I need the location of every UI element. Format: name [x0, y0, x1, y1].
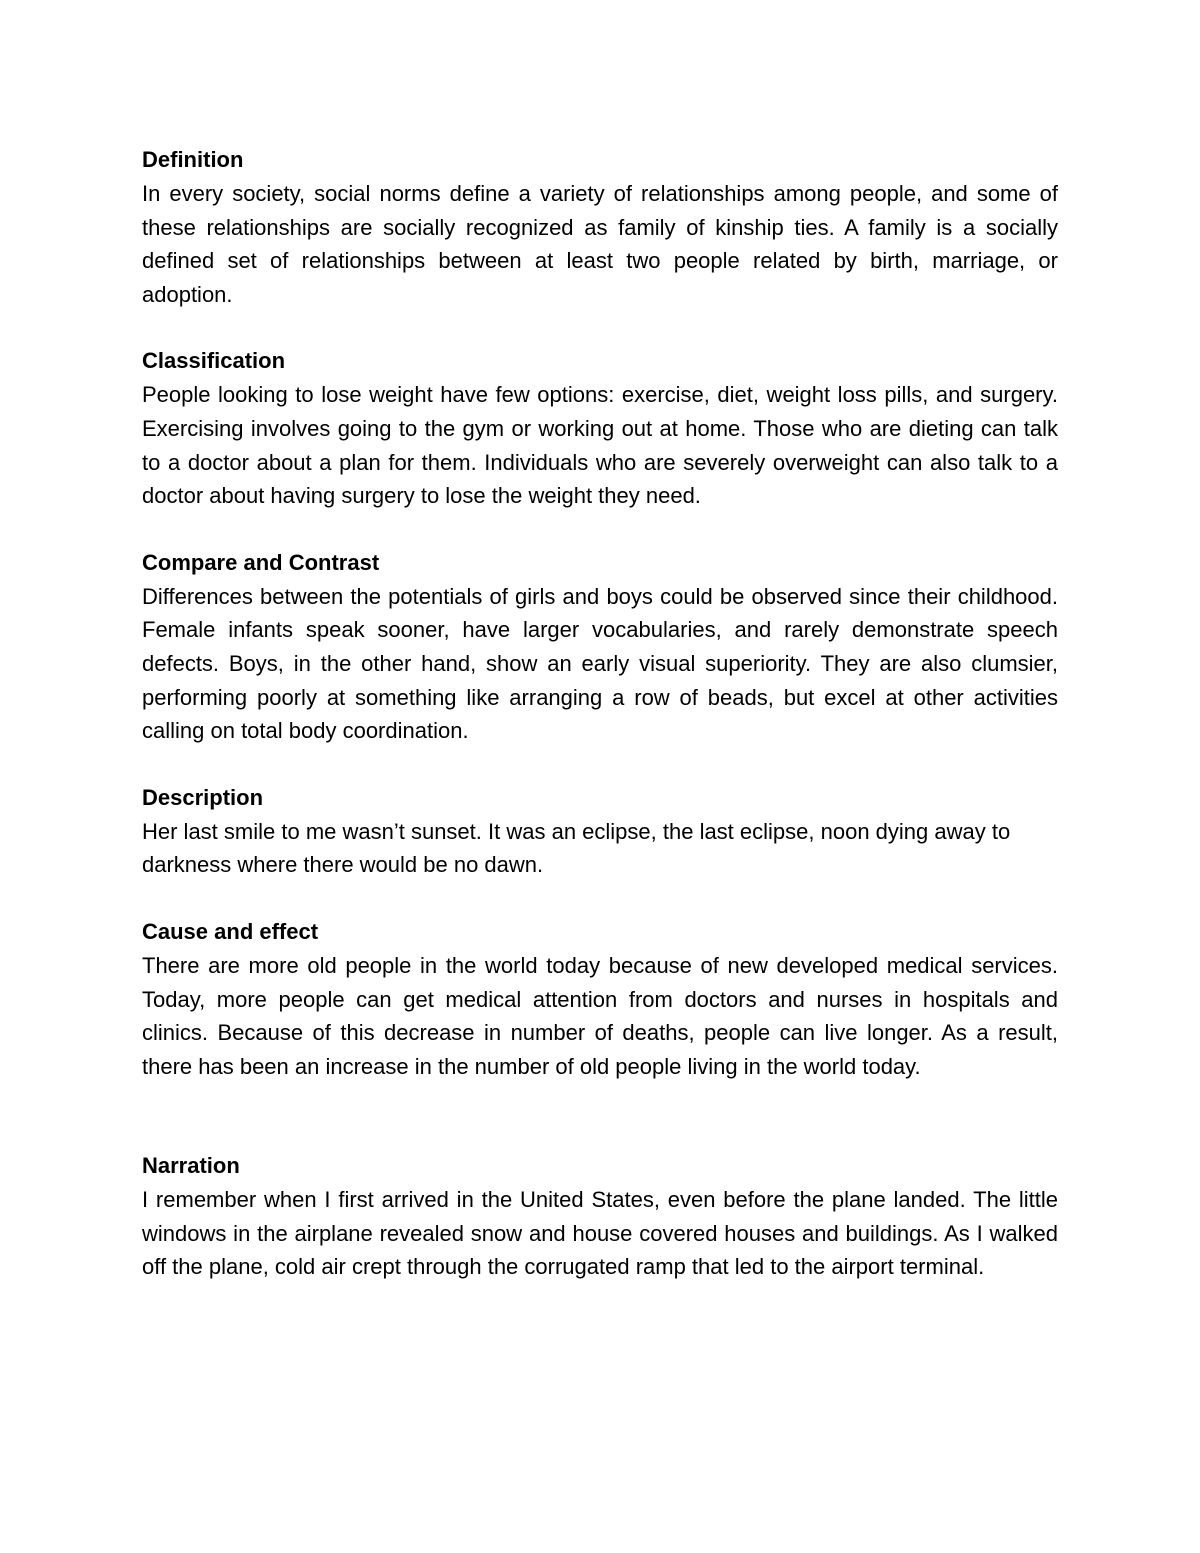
section-classification: [142, 344, 1058, 512]
section-paragraph: There are more old people in the world today because of new developed medical services. Today, more people can get medical attention from doctors and nurses in hospitals and clinics. Because of this decrease in number of deaths, people can live longer. As a result, there has been an increase in the number of old people living in the world today.: [142, 952, 1058, 1079]
section-narration: [142, 1149, 1058, 1284]
section-heading: Description: [142, 784, 264, 810]
section-heading: Classification: [142, 348, 286, 374]
section-heading: Narration: [142, 1153, 240, 1179]
section-paragraph: I remember when I first arrived in the United States, even before the plane landed. The little windows in the airplane revealed snow and house covered houses and buildings. As I walked off the plane, cold air crept through the corrugated ramp that led to the airport terminal.: [142, 1187, 1058, 1280]
section-compare-contrast: [142, 546, 1058, 748]
section-cause-effect: [142, 915, 1058, 1083]
section-paragraph: People looking to lose weight have few options: exercise, diet, weight loss pills, and surgery. Exercising involves going to the gym or working out at home. Those who are dieting can talk to a doctor about a plan for them. Individuals who are severely overweight can also talk to a doctor about having surgery to lose the weight they need.: [142, 382, 1058, 509]
section-heading: Compare and Contrast: [142, 549, 380, 575]
section-description: [142, 781, 1058, 882]
section-heading: Cause and effect: [142, 918, 319, 944]
section-paragraph: Her last smile to me wasn’t sunset. It was an eclipse, the last eclipse, noon dying away to darkness where there would be no dawn.: [142, 818, 1011, 878]
section-paragraph: Differences between the potentials of girls and boys could be observed since their childhood. Female infants speak sooner, have larger vocabularies, and rarely demonstrate speech defects. Boys, in the other hand, show an early visual superiority. They are also clumsier, performing poorly at something like arranging a row of beads, but excel at other activities calling on total body coordination.: [142, 583, 1058, 744]
section-paragraph: In every society, social norms define a variety of relationships among people, and some of these relationships are socially recognized as family of kinship ties. A family is a socially defined set of relationships between at least two people related by birth, marriage, or adoption.: [142, 181, 1058, 307]
section-definition: [142, 143, 1058, 311]
section-heading: Definition: [142, 147, 244, 172]
document-page: [142, 143, 1058, 1284]
